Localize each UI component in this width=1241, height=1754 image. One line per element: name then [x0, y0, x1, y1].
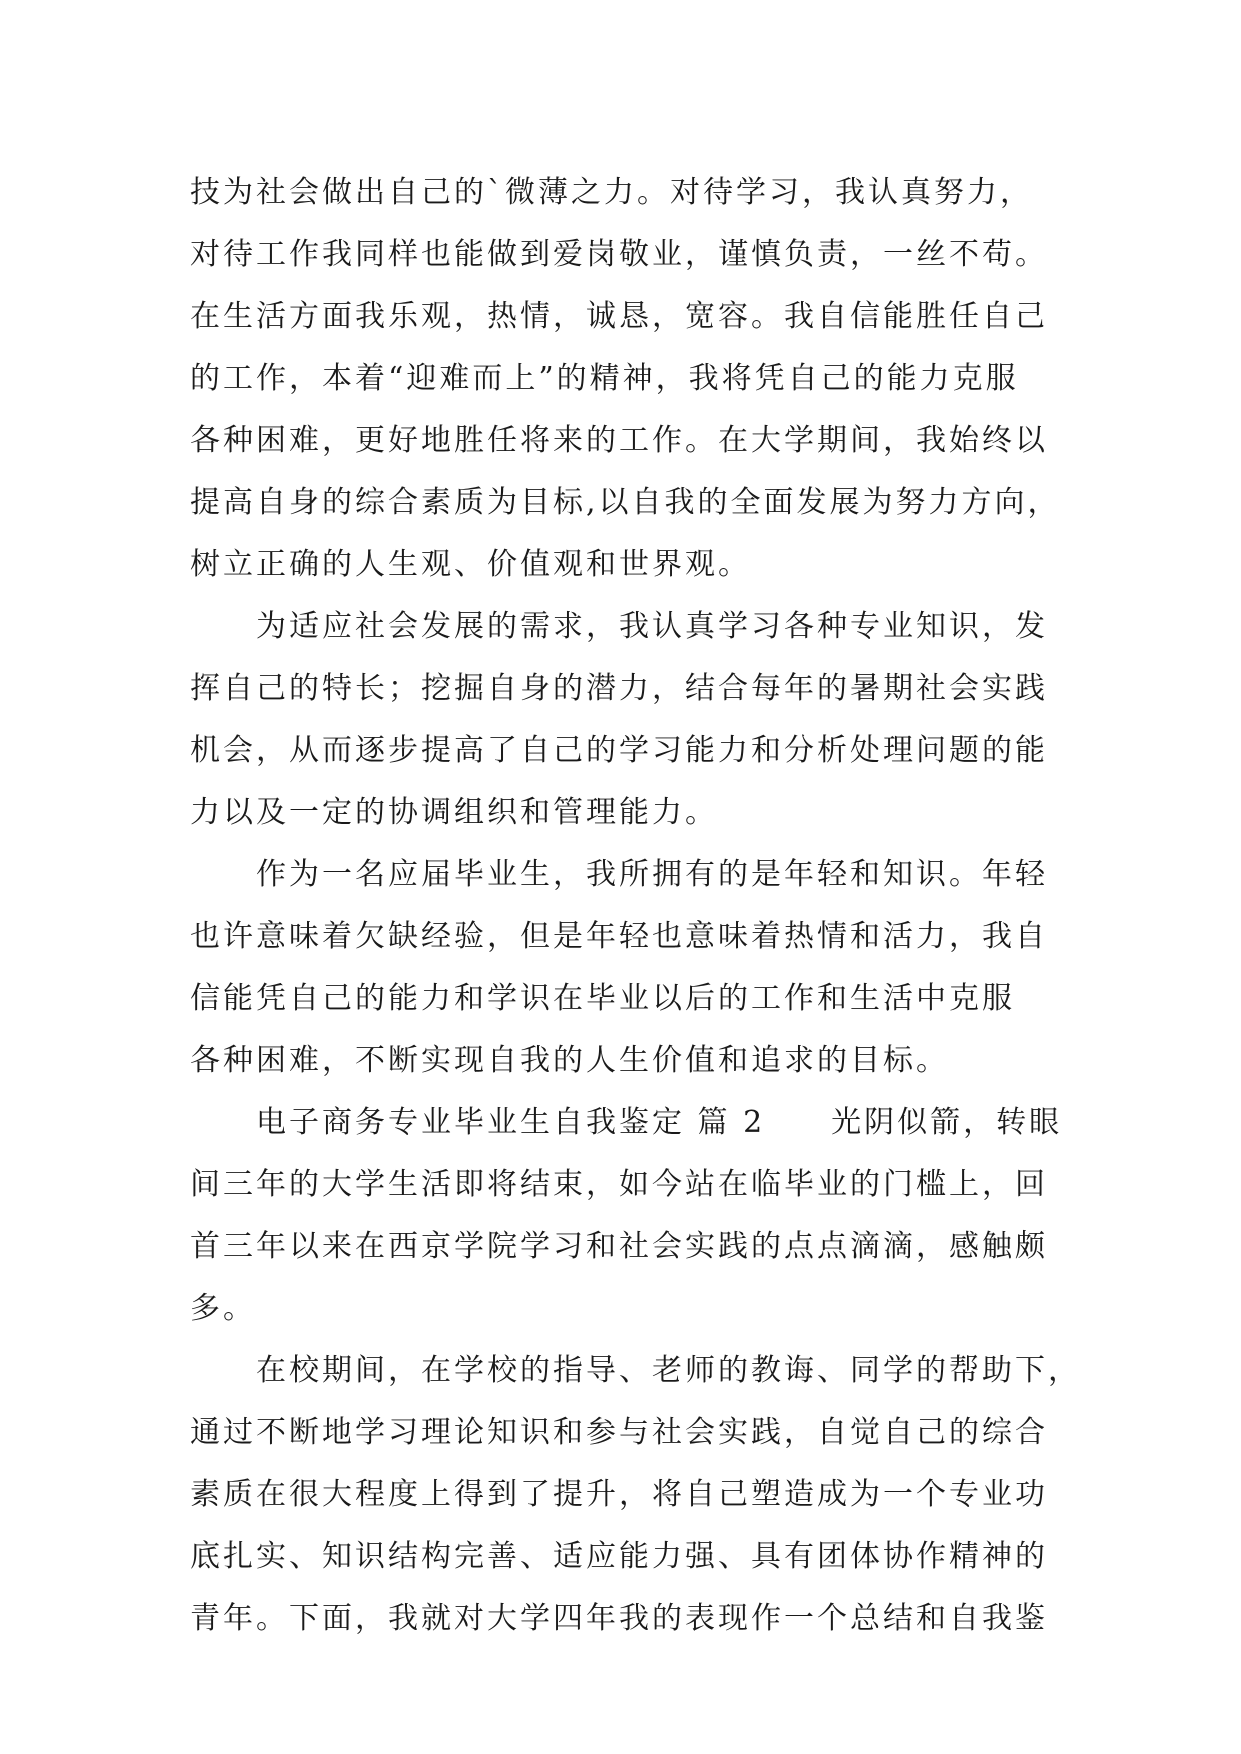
text-line: 各种困难，不断实现自我的人生价值和追求的目标。	[190, 1043, 949, 1078]
text-line: 青年。下面，我就对大学四年我的表现作一个总结和自我鉴	[190, 1601, 1048, 1636]
text-line: 间三年的大学生活即将结束，如今站在临毕业的门槛上，回	[190, 1167, 1048, 1202]
text-line: 作为一名应届毕业生，我所拥有的是年轻和知识。年轻	[190, 857, 1048, 892]
text-line: 的工作，本着“迎难而上”的精神，我将凭自己的能力克服	[190, 361, 1019, 396]
text-line: 为适应社会发展的需求，我认真学习各种专业知识，发	[190, 609, 1048, 644]
document-body	[190, 162, 1081, 1650]
text-line: 各种困难，更好地胜任将来的工作。在大学期间，我始终以	[190, 423, 1048, 458]
text-line: 树立正确的人生观、价值观和世界观。	[190, 547, 751, 582]
text-line: 也许意味着欠缺经验，但是年轻也意味着热情和活力，我自	[190, 919, 1048, 954]
text-line: 挥自己的特长；挖掘自身的潜力，结合每年的暑期社会实践	[190, 671, 1048, 706]
text-line: 信能凭自己的能力和学识在毕业以后的工作和生活中克服	[190, 981, 1015, 1016]
text-line: 在生活方面我乐观，热情，诚恳，宽容。我自信能胜任自己	[190, 299, 1048, 334]
text-line: 对待工作我同样也能做到爱岗敬业，谨慎负责，一丝不苟。	[190, 237, 1048, 272]
text-line: 多。	[190, 1291, 256, 1326]
text-line: 通过不断地学习理论知识和参与社会实践，自觉自己的综合	[190, 1415, 1048, 1450]
text-line: 在校期间，在学校的指导、老师的教诲、同学的帮助下，	[190, 1353, 1081, 1388]
text-line: 首三年以来在西京学院学习和社会实践的点点滴滴，感触颇	[190, 1229, 1048, 1264]
text-line: 底扎实、知识结构完善、适应能力强、具有团体协作精神的	[190, 1539, 1048, 1574]
text-line: 提高自身的综合素质为目标,以自我的全面发展为努力方向，	[190, 485, 1061, 520]
text-line: 素质在很大程度上得到了提升，将自己塑造成为一个专业功	[190, 1477, 1048, 1512]
text-line: 电子商务专业毕业生自我鉴定 篇 2 光阴似箭，转眼	[190, 1105, 1063, 1140]
text-line: 力以及一定的协调组织和管理能力。	[190, 795, 718, 830]
text-line: 技为社会做出自己的`微薄之力。对待学习，我认真努力，	[190, 175, 1033, 210]
text-line: 机会，从而逐步提高了自己的学习能力和分析处理问题的能	[190, 733, 1048, 768]
